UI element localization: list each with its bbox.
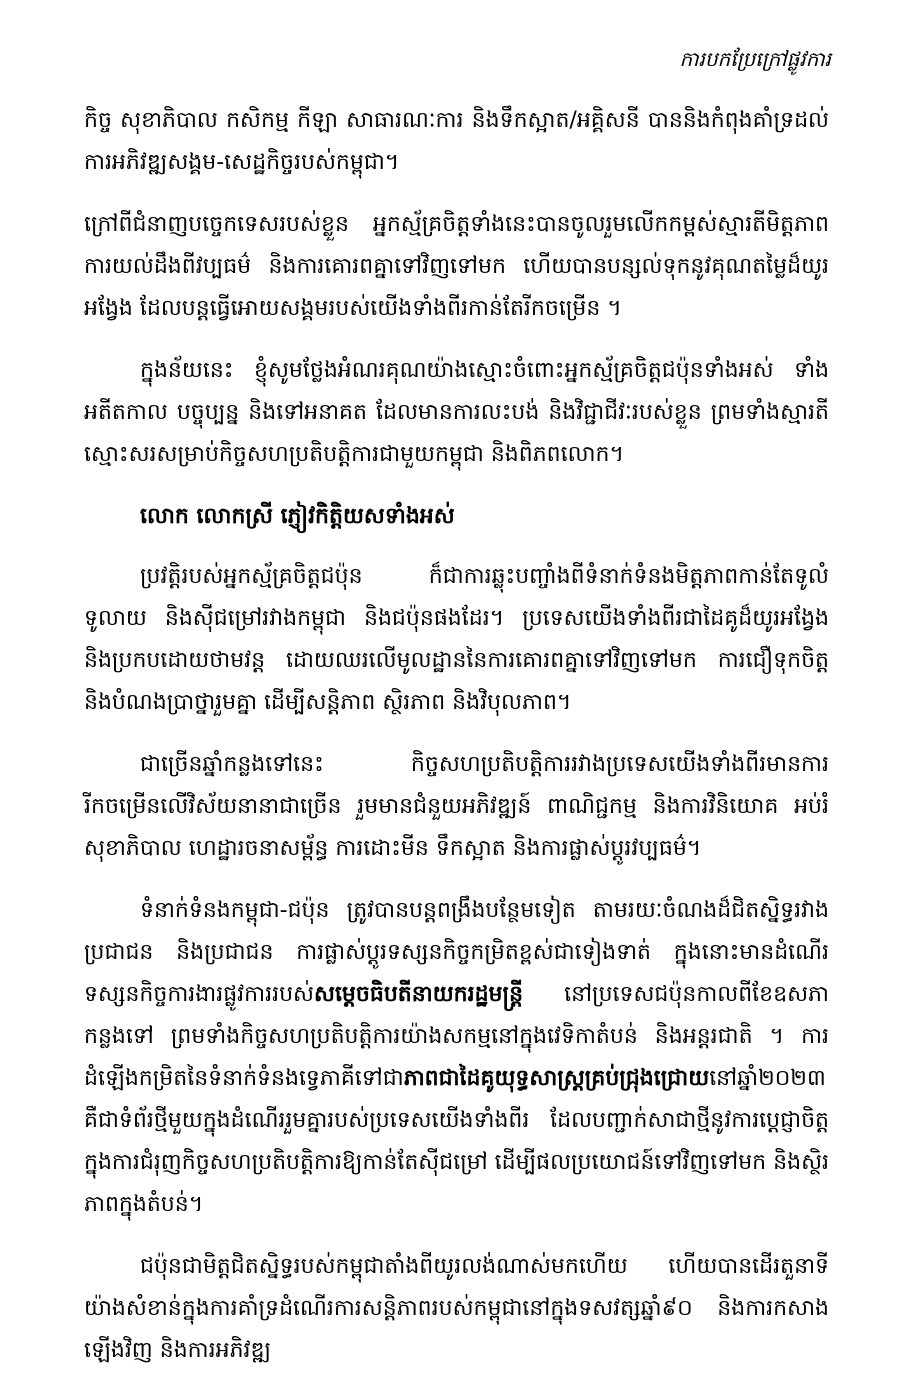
paragraph-1: កិច្ច សុខាភិបាល កសិកម្ម កីឡា សាធារណៈការ និងទឹកស្អាត/អគ្គិសនី បាននិងកំពុងគាំទ្រដល់ការអភិវឌ្ឍសង្គម-សេដ្ឋកិច្ចរបស់កម្ពុជា។ <box>84 108 829 175</box>
paragraph-4: ប្រវត្តិរបស់អ្នកស្ម័គ្រចិត្តជប៉ុន ក៏ជាការឆ្លុះបញ្ចាំងពីទំនាក់ទំនងមិត្តភាពកាន់តែទូលំទូលាយ និងស៊ីជម្រៅរវាងកម្ពុជា និងជប៉ុនផងដែរ។ ប្រទេសយើងទាំងពីរជាដៃគូដ៏យូរអង្វែង និងប្រកបដោយថាមវន្ត ដោយឈរលើមូលដ្ឋាននៃការគោរពគ្នាទៅវិញទៅមក ការជឿទុកចិត្ត និងបំណងប្រាថ្នារួមគ្នា ដើម្បីសន្តិភាព ស្ថិរភាព និងវិបុលភាព។ <box>84 564 829 715</box>
salutation-heading: លោក លោកស្រី ភ្ញៀវកិត្តិយសទាំងអស់ <box>140 504 455 529</box>
page-header: ការបកប្រែក្រៅផ្លូវការ <box>679 47 831 71</box>
paragraph-6-bold-partnership: ភាពជាដៃគូយុទ្ធសាស្ត្រគ្រប់ជ្រុងជ្រោយ <box>403 1066 710 1091</box>
document-body <box>84 100 829 1392</box>
paragraph-6-bold-title: សម្តេចធិបតីនាយករដ្ឋមន្ត្រី <box>314 982 524 1007</box>
paragraph-5: ជាច្រើនឆ្នាំកន្លងទៅនេះ កិច្ចសហប្រតិបត្តិការរវាងប្រទេសយើងទាំងពីរមានការរីកចម្រើនលើវិស័យនានាជាច្រើន រួមមានជំនួយអភិវឌ្ឍន៍ ពាណិជ្ជកម្ម និងការវិនិយោគ អប់រំ សុខាភិបាល ហេដ្ឋារចនាសម្ព័ន្ធ ការដោះមីន ទឹកស្អាត និងការផ្លាស់ប្ដូរវប្បធម៌។ <box>84 752 829 861</box>
paragraph-6-text-e: នៅឆ្នាំ២០២៣ គឺជាទំព័រថ្មីមួយក្នុងដំណើររួមគ្នារបស់ប្រទេសយើងទាំងពីរ ដែលបញ្ជាក់សាជាថ្មីនូវការប្តេជ្ញាចិត្តក្នុងការជំរុញកិច្ចសហប្រតិបត្តិការឱ្យកាន់តែស៊ីជម្រៅ ដើម្បីផលប្រយោជន៍ទៅវិញទៅមក និងស្ថិរភាពក្នុងតំបន់។ <box>84 1066 829 1217</box>
paragraph-6-text-c: នៅប្រទេសជប៉ុនកាលពីខែឧសភាកន្លងទៅ ព្រមទាំងកិច្ចសហប្រតិបត្តិការយ៉ាងសកម្មនៅក្នុងវេទិកាតំបន់ និងអន្តរជាតិ ។ ការដំឡើងកម្រិតនៃទំនាក់ទំនងទ្វេភាគីទៅជា <box>84 982 829 1091</box>
paragraph-3: ក្នុងន័យនេះ ខ្ញុំសូមថ្លែងអំណរគុណយ៉ាងស្មោះចំពោះអ្នកស្ម័គ្រចិត្តជប៉ុនទាំងអស់ ទាំងអតីតកាល បច្ចុប្បន្ន និងទៅអនាគត ដែលមានការលះបង់ និងវិជ្ជាជីវៈរបស់ខ្លួន ព្រមទាំងស្មារតីស្មោះសរសម្រាប់កិច្ចសហប្រតិបត្តិការជាមួយកម្ពុជា និងពិភពលោក។ <box>84 358 829 467</box>
paragraph-6-text-a: ទំនាក់ទំនងកម្ពុជា-ជប៉ុន ត្រូវបានបន្តពង្រឹងបន្ថែមទៀត តាមរយៈចំណងដ៏ជិតស្និទ្ធរវាងប្រជាជន និងប្រជាជន ការផ្លាស់ប្តូរទស្សនកិច្ចកម្រិតខ្ពស់ជាទៀងទាត់ ក្នុងនោះមានដំណើរទស្សនកិច្ចការងារផ្លូវការរបស់ <box>84 898 829 1007</box>
paragraph-6 <box>84 890 829 1226</box>
paragraph-2: ក្រៅពីជំនាញបច្ចេកទេសរបស់ខ្លួន អ្នកស្ម័គ្រចិត្តទាំងនេះបានចូលរួមលើកកម្ពស់ស្មារតីមិត្តភាព ការយល់ដឹងពីវប្បធម៌ និងការគោរពគ្នាទៅវិញទៅមក ហើយបានបន្សល់ទុកនូវគុណតម្លៃដ៏យូរអង្វែង ដែលបន្តធ្វើអោយសង្គមរបស់យើងទាំងពីរកាន់តែរីកចម្រើន ។ <box>84 212 829 321</box>
paragraph-7: ជប៉ុនជាមិត្តជិតស្និទ្ធរបស់កម្ពុជាតាំងពីយូរលង់ណាស់មកហើយ ហើយបានដើរតួនាទីយ៉ាងសំខាន់ក្នុងការគាំទ្រដំណើរការសន្តិភាពរបស់កម្ពុជានៅក្នុងទសវត្សឆ្នាំ៩០ និងការកសាងឡើងវិញ និងការអភិវឌ្ឍ <box>84 1254 829 1363</box>
